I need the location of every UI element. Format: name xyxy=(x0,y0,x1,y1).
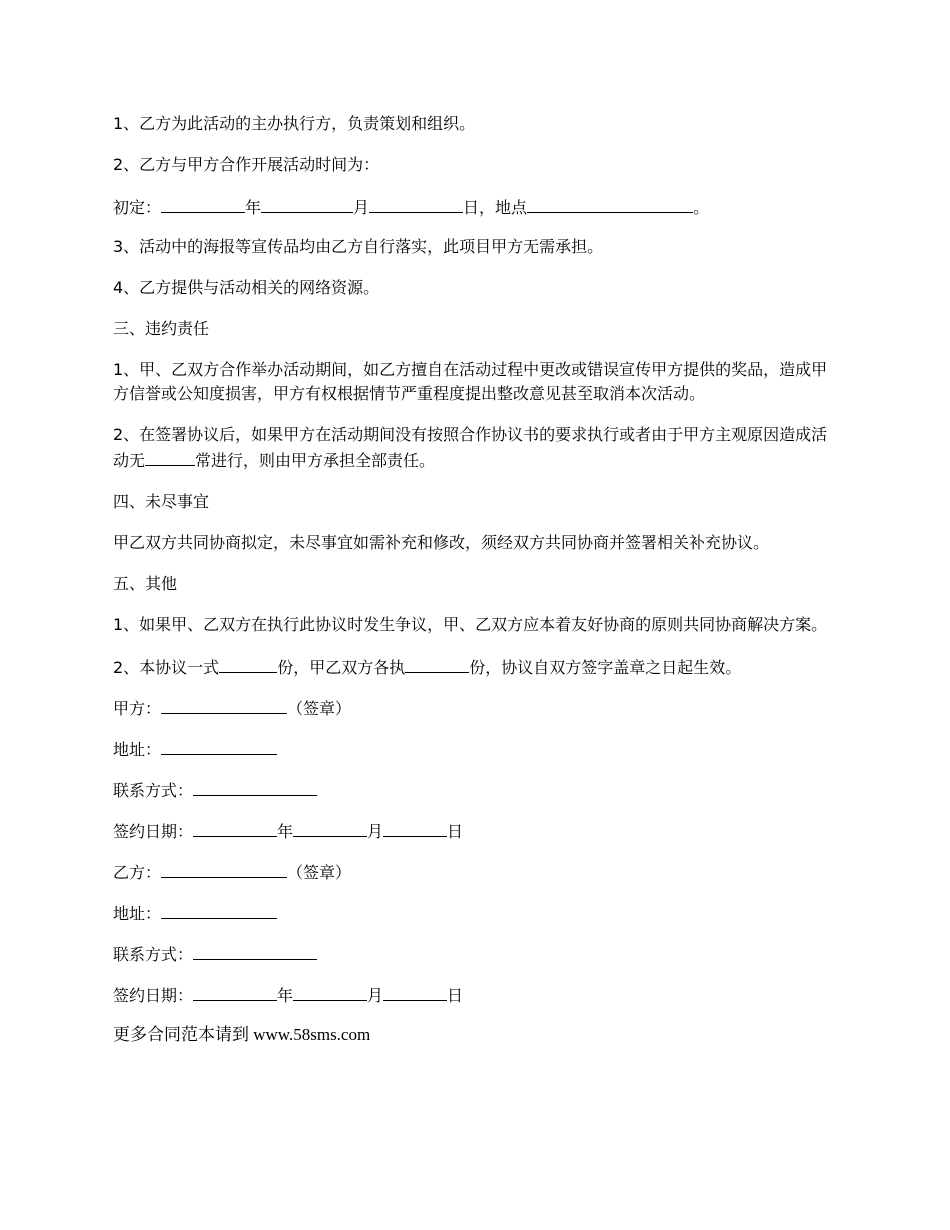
copies-text-a: 2、本协议一式 xyxy=(113,658,220,677)
party-a-signature-blank[interactable] xyxy=(161,695,287,714)
section-heading-3: 三、违约责任 xyxy=(113,319,210,338)
section-heading-5: 五、其他 xyxy=(113,574,178,593)
party-b-date-line xyxy=(113,982,841,1006)
footer-link-text[interactable]: 更多合同范本请到 www.58sms.com xyxy=(113,1025,371,1044)
copies-each-blank[interactable] xyxy=(405,654,469,673)
contract-document xyxy=(113,112,841,1064)
clause-b-4: 4、乙方提供与活动相关的网络资源。 xyxy=(113,278,380,297)
day-location-label: 日，地点 xyxy=(463,198,528,217)
party-b-label: 乙方： xyxy=(113,863,162,882)
party-b-year-label: 年 xyxy=(277,986,294,1005)
pending-matters-text: 甲乙双方共同协商拟定，未尽事宜如需补充和修改，须经双方共同协商并签署相关补充协议。 xyxy=(113,533,770,552)
breach-clause-1: 1、甲、乙双方合作举办活动期间，如乙方擅自在活动过程中更改或错误宣传甲方提供的奖品，造成甲方信誉或公知度损害，甲方有权根据情节严重程度提出整改意见甚至取消本次活动。 xyxy=(113,360,828,403)
schedule-end: 。 xyxy=(693,198,710,217)
party-b-year-blank[interactable] xyxy=(193,982,277,1001)
party-b-signature-line xyxy=(113,859,841,883)
month-blank[interactable] xyxy=(261,194,353,213)
clause-b-3: 3、活动中的海报等宣传品均由乙方自行落实，此项目甲方无需承担。 xyxy=(113,237,604,256)
clause-b-2: 2、乙方与甲方合作开展活动时间为： xyxy=(113,155,380,174)
copies-text-c: 份，协议自双方签字盖章之日起生效。 xyxy=(469,658,742,677)
party-b-address-line xyxy=(113,900,841,924)
party-a-address-blank[interactable] xyxy=(161,736,277,755)
copies-total-blank[interactable] xyxy=(219,654,277,673)
party-a-month-label: 月 xyxy=(367,822,384,841)
party-a-month-blank[interactable] xyxy=(293,818,367,837)
schedule-prefix: 初定： xyxy=(113,198,162,217)
year-label: 年 xyxy=(245,198,262,217)
breach-blank[interactable] xyxy=(145,447,195,466)
party-a-year-label: 年 xyxy=(277,822,294,841)
party-b-month-blank[interactable] xyxy=(293,982,367,1001)
other-clause-2 xyxy=(113,654,841,678)
party-b-address-label: 地址： xyxy=(113,904,162,923)
breach-clause-2-text-a: 2、在签署协议后，如果甲方在活动期间没有按照合作协议书的要求执行或者由于甲方主观原因造成活动无 xyxy=(113,425,828,470)
month-label: 月 xyxy=(353,198,370,217)
other-clause-1: 1、如果甲、乙双方在执行此协议时发生争议，甲、乙双方应本着友好协商的原则共同协商解决方案。 xyxy=(113,615,828,634)
day-blank[interactable] xyxy=(369,194,463,213)
party-a-day-label: 日 xyxy=(447,822,464,841)
party-b-contact-blank[interactable] xyxy=(193,941,317,960)
party-b-day-blank[interactable] xyxy=(383,982,447,1001)
party-a-seal: （签章） xyxy=(287,699,352,718)
copies-text-b: 份，甲乙双方各执 xyxy=(277,658,406,677)
party-b-day-label: 日 xyxy=(447,986,464,1005)
breach-clause-2-text-b: 常进行，则由甲方承担全部责任。 xyxy=(195,451,436,470)
party-a-year-blank[interactable] xyxy=(193,818,277,837)
party-b-contact-line xyxy=(113,941,841,965)
clause-b-1: 1、乙方为此活动的主办执行方，负责策划和组织。 xyxy=(113,114,476,133)
party-a-address-label: 地址： xyxy=(113,740,162,759)
party-a-day-blank[interactable] xyxy=(383,818,447,837)
party-b-month-label: 月 xyxy=(367,986,384,1005)
location-blank[interactable] xyxy=(527,194,693,213)
party-a-date-line xyxy=(113,818,841,842)
party-b-date-label: 签约日期： xyxy=(113,986,194,1005)
party-a-address-line xyxy=(113,736,841,760)
section-heading-4: 四、未尽事宜 xyxy=(113,492,210,511)
schedule-line xyxy=(113,194,841,218)
party-a-date-label: 签约日期： xyxy=(113,822,194,841)
party-a-contact-blank[interactable] xyxy=(193,777,317,796)
party-b-signature-blank[interactable] xyxy=(161,859,287,878)
party-a-contact-label: 联系方式： xyxy=(113,781,194,800)
party-a-contact-line xyxy=(113,777,841,801)
party-b-contact-label: 联系方式： xyxy=(113,945,194,964)
party-a-signature-line xyxy=(113,695,841,719)
party-a-label: 甲方： xyxy=(113,699,162,718)
party-b-seal: （签章） xyxy=(287,863,352,882)
year-blank[interactable] xyxy=(161,194,245,213)
breach-clause-2 xyxy=(113,423,841,473)
party-b-address-blank[interactable] xyxy=(161,900,277,919)
